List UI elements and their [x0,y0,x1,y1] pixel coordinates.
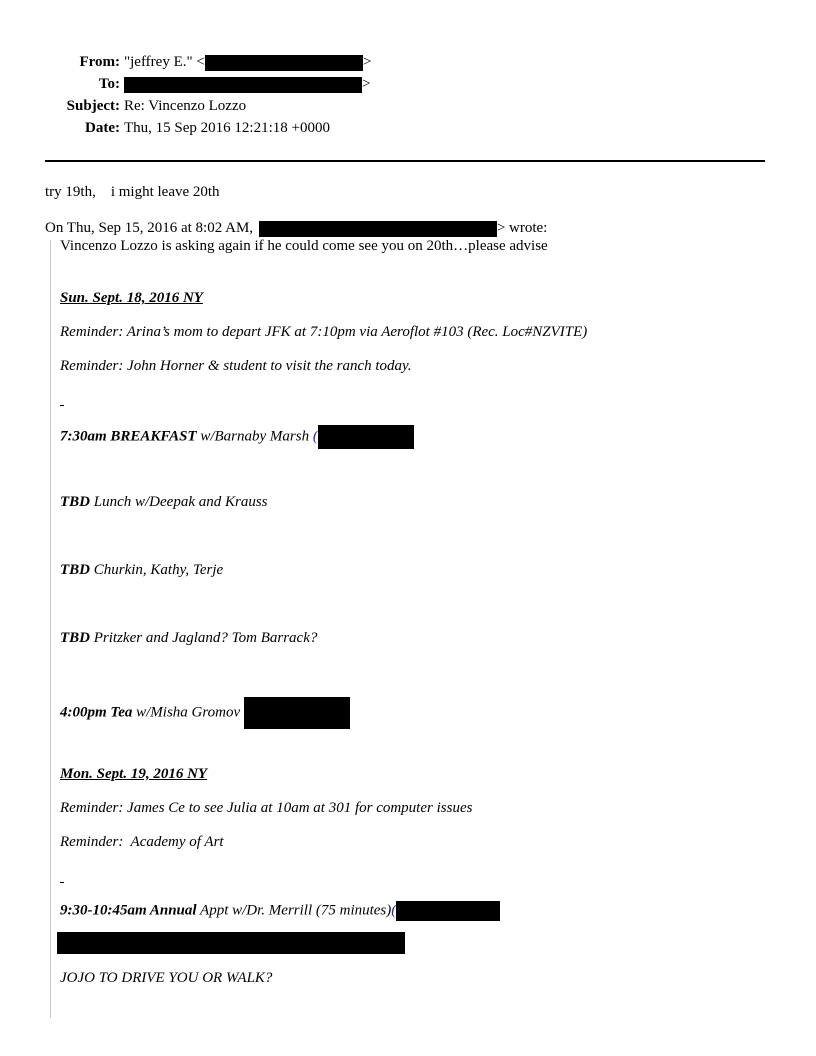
from-label: From: [79,54,120,70]
day1-heading: Sun. Sept. 18, 2016 NY [60,290,203,306]
day1-item4-text: Pritzker and Jagland? Tom Barrack? [90,630,318,646]
day2-item1 [60,901,500,921]
day1-item3 [60,561,223,579]
day2-item1-paren: ( [391,902,397,919]
quoted-first-line: Vincenzo Lozzo is asking again if he could come see you on 20th…please advise [60,238,548,254]
day2-reminder2: Reminder: Academy of Art [60,834,224,850]
date-value: Thu, 15 Sep 2016 12:21:18 +0000 [124,120,330,136]
day1-dash-mark [60,405,64,406]
to-value [124,75,370,93]
quote-intro-suffix: > wrote: [496,220,548,236]
day1-item1 [60,425,414,449]
day1-item1-time: 7:30am BREAKFAST [60,428,197,445]
reply-text: try 19th, i might leave 20th [45,184,220,200]
day1-item3-text: Churkin, Kathy, Terje [90,562,224,578]
from-tail: > [362,54,372,70]
day1-reminder2: Reminder: John Horner & student to visit the ranch today. [60,358,412,374]
quote-intro [45,219,547,237]
to-tail: > [362,76,371,92]
day1-item3-time: TBD [60,562,90,578]
day2-reminder1: Reminder: James Ce to see Julia at 10am at 301 for computer issues [60,800,473,816]
day1-item5-text: w/Misha Gromov [132,704,241,721]
day1-item2 [60,493,268,511]
day2-line-redaction [57,932,405,954]
header-subject-row [0,97,816,117]
day1-item4 [60,629,317,647]
day2-item2: JOJO TO DRIVE YOU OR WALK? [60,970,273,986]
subject-value: Re: Vincenzo Lozzo [124,98,247,114]
day1-item5-redaction [244,697,350,729]
day2-heading: Mon. Sept. 19, 2016 NY [60,766,208,782]
day1-item1-text: w/Barnaby Marsh [196,428,310,445]
header-date-row [0,119,816,139]
from-name: "jeffrey E." < [124,54,205,70]
day1-item1-redaction [318,425,414,449]
to-label: To: [98,76,120,92]
day2-item1-redaction [396,901,500,921]
quote-intro-prefix: On Thu, Sep 15, 2016 at 8:02 AM, [45,220,254,236]
to-email-redaction [124,77,362,93]
date-label: Date: [85,120,120,136]
from-email-redaction [205,55,363,71]
day1-reminder1: Reminder: Arina’s mom to depart JFK at 7:10pm via Aeroflot #103 (Rec. Loc#NZVITE) [60,324,588,340]
day2-item1-time: 9:30-10:45am Annual [60,902,197,919]
from-value [124,53,371,71]
day1-item5 [60,697,350,729]
day2-dash-mark [60,882,64,883]
subject-label: Subject: [66,98,120,114]
quote-bar [50,240,51,1018]
day1-item2-text: Lunch w/Deepak and Krauss [90,494,268,510]
day1-item2-time: TBD [60,494,90,510]
header-divider [45,160,765,162]
day1-item4-time: TBD [60,630,90,646]
day2-item1-text: Appt w/Dr. Merrill (75 minutes) [196,902,392,919]
header-to-row [0,75,816,95]
day1-item1-paren: ( [312,428,318,445]
quote-sender-redaction [259,221,497,237]
day1-item5-time: 4:00pm Tea [60,704,133,721]
header-from-row [0,53,816,73]
